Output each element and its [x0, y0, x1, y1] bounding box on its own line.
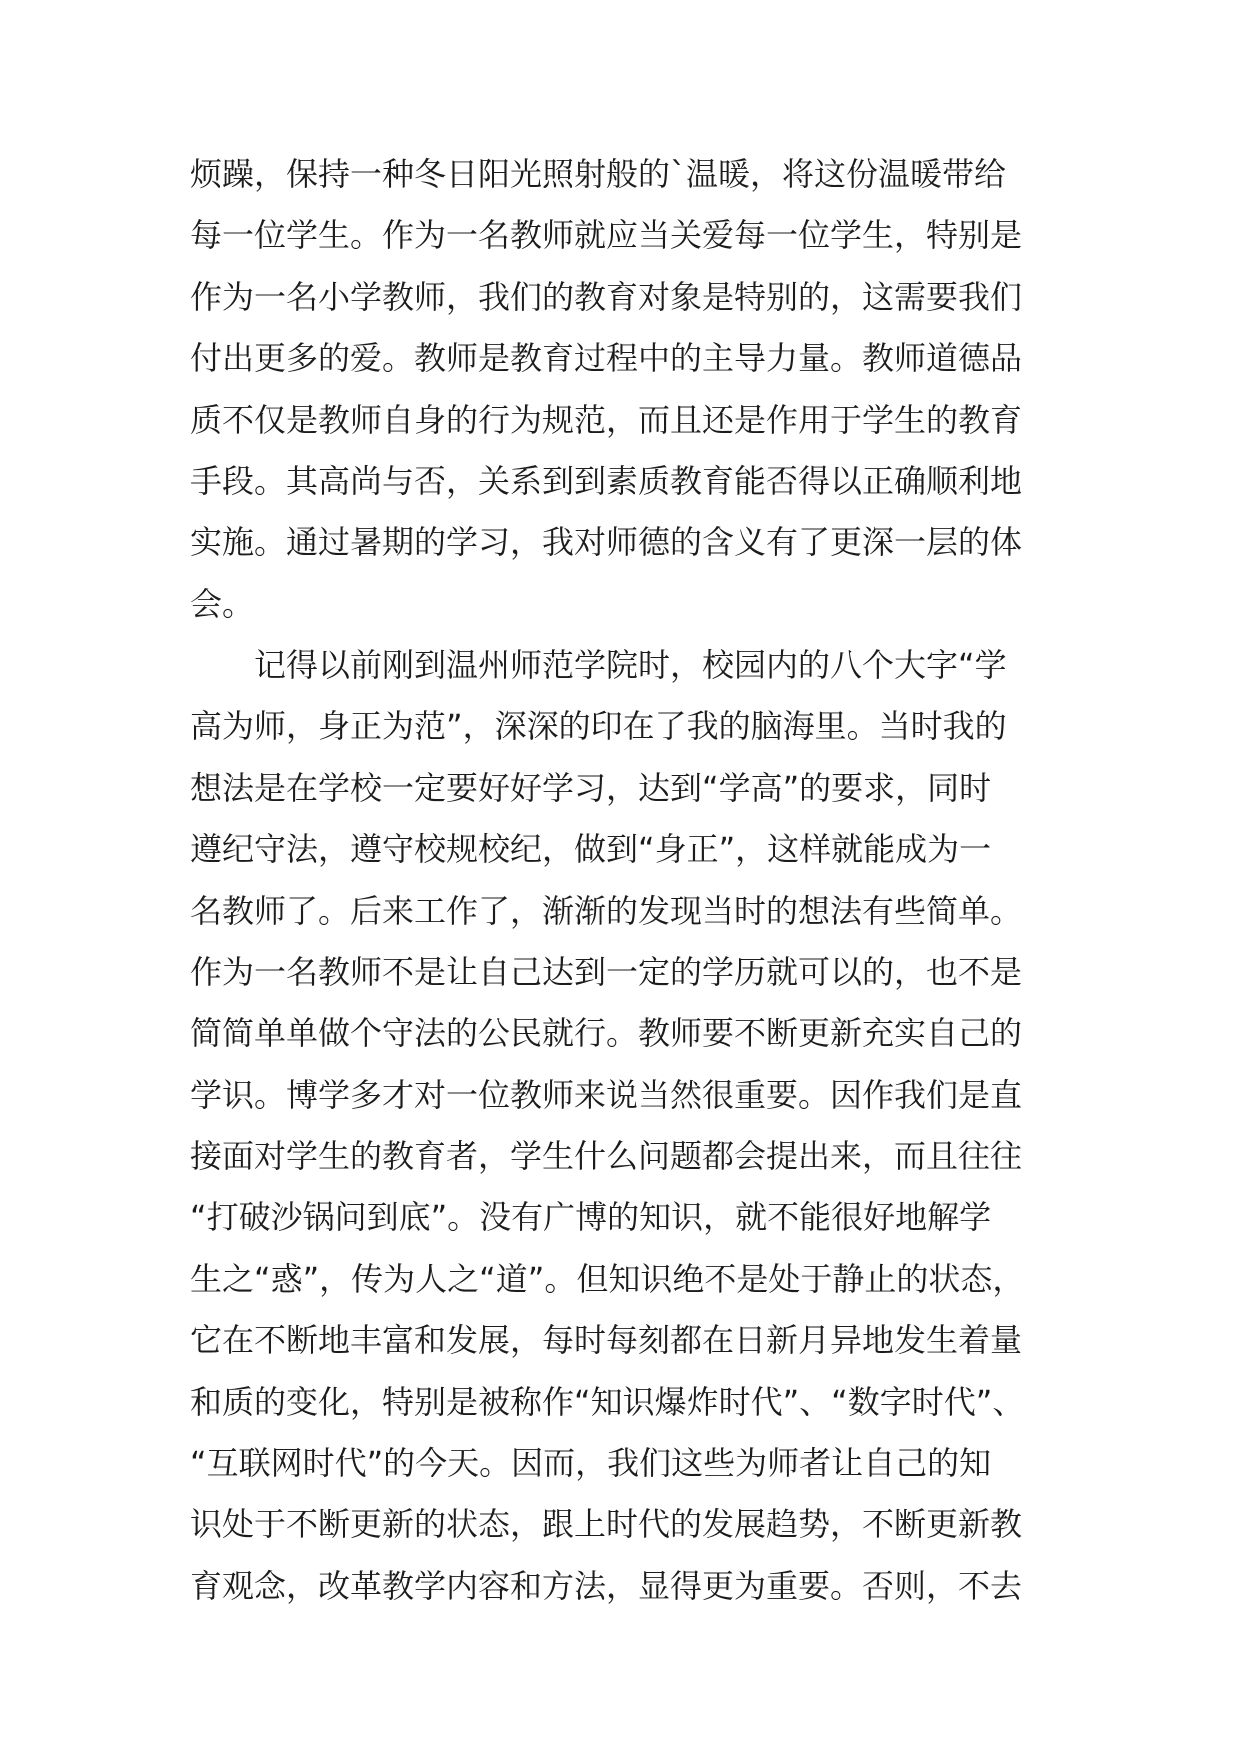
text-line: 高为师，身正为范”，深深的印在了我的脑海里。当时我的: [190, 707, 1007, 745]
paragraph-first-line: 记得以前刚到温州师范学院时，校园内的八个大字“学: [254, 646, 1007, 684]
text-line: 付出更多的爱。教师是教育过程中的主导力量。教师道德品: [190, 339, 1023, 377]
text-line: 手段。其高尚与否，关系到到素质教育能否得以正确顺利地: [190, 462, 1023, 500]
text-line: 接面对学生的教育者，学生什么问题都会提出来，而且往往: [190, 1137, 1023, 1175]
text-line: 烦躁，保持一种冬日阳光照射般的`温暖，将这份温暖带给: [190, 155, 1007, 193]
text-line: 想法是在学校一定要好好学习，达到“学高”的要求，同时: [190, 769, 992, 807]
text-line: 遵纪守法，遵守校规校纪，做到“身正”，这样就能成为一: [190, 830, 992, 868]
text-line: 识处于不断更新的状态，跟上时代的发展趋势，不断更新教: [190, 1505, 1023, 1543]
text-line: 实施。通过暑期的学习，我对师德的含义有了更深一层的体: [190, 523, 1023, 561]
text-line: 和质的变化，特别是被称作“知识爆炸时代”、“数字时代”、: [190, 1383, 1025, 1421]
text-line: 育观念，改革教学内容和方法，显得更为重要。否则，不去: [190, 1567, 1023, 1605]
text-line: 简简单单做个守法的公民就行。教师要不断更新充实自己的: [190, 1014, 1023, 1052]
text-line: 会。: [190, 585, 255, 623]
text-line: 每一位学生。作为一名教师就应当关爱每一位学生，特别是: [190, 216, 1023, 254]
text-line: 名教师了。后来工作了，渐渐的发现当时的想法有些简单。: [190, 892, 1023, 930]
text-line: 学识。博学多才对一位教师来说当然很重要。因作我们是直: [190, 1076, 1023, 1114]
text-line: “互联网时代”的今天。因而，我们这些为师者让自己的知: [190, 1444, 992, 1482]
text-line: 它在不断地丰富和发展，每时每刻都在日新月异地发生着量: [190, 1321, 1023, 1359]
text-line: 作为一名小学教师，我们的教育对象是特别的，这需要我们: [190, 278, 1023, 316]
text-line: 生之“惑”，传为人之“道”。但知识绝不是处于静止的状态，: [190, 1260, 1025, 1298]
text-line: 质不仅是教师自身的行为规范，而且还是作用于学生的教育: [190, 401, 1023, 439]
text-line: 作为一名教师不是让自己达到一定的学历就可以的，也不是: [190, 953, 1023, 991]
text-line: “打破沙锅问到底”。没有广博的知识，就不能很好地解学: [190, 1198, 992, 1236]
